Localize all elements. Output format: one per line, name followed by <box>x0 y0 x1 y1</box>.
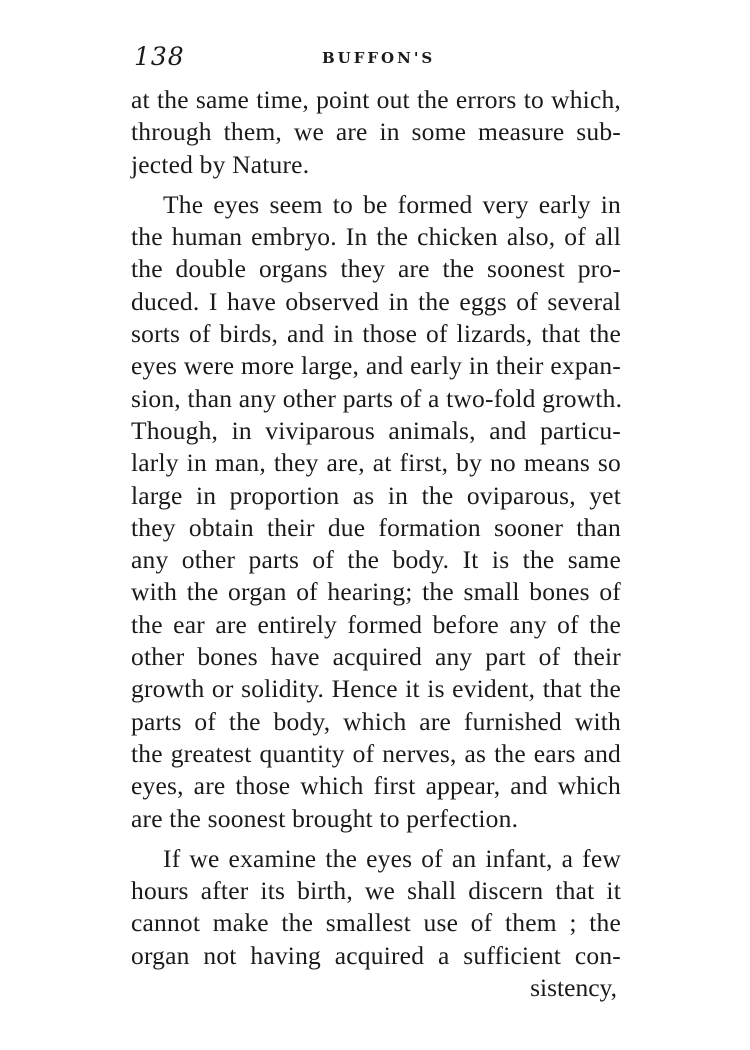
text-line: larly in man, they are, at first, by no means so <box>131 448 621 478</box>
text-line: with the organ of hearing; the small bones of <box>131 577 621 607</box>
paragraph <box>131 84 621 181</box>
text-line: parts of the body, which are furnished with <box>131 706 621 736</box>
text-line: growth or solidity. Hence it is evident, that the <box>131 674 621 704</box>
text-line: the ear are entirely formed before any of the <box>131 609 621 639</box>
text-line: hours after its birth, we shall discern that it <box>131 876 621 906</box>
text-line: other bones have acquired any part of their <box>131 642 621 672</box>
body-text <box>131 84 621 1004</box>
text-line: at the same time, point out the errors to which, <box>131 85 621 114</box>
text-line: any other parts of the body. It is the same <box>131 545 621 575</box>
page-number: 138 <box>134 42 185 71</box>
paragraph <box>131 843 621 972</box>
text-line: they obtain their due formation sooner than <box>131 512 621 542</box>
text-line: sion, than any other parts of a two-fold growth. <box>131 383 623 413</box>
text-line: sorts of birds, and in those of lizards, that the <box>131 319 621 349</box>
text-line: If we examine the eyes of an infant, a few <box>163 843 621 873</box>
running-head <box>134 42 616 82</box>
text-line: the human embryo. In the chicken also, of all <box>131 222 621 252</box>
text-line: the double organs they are the soonest pro- <box>131 254 621 284</box>
text-line: cannot make the smallest use of them ; the <box>131 908 621 938</box>
text-line: jected by Nature. <box>131 149 310 179</box>
text-line: organ not having acquired a sufficient con- <box>131 940 621 970</box>
text-line: duced. I have observed in the eggs of several <box>131 286 621 316</box>
text-line: the greatest quantity of nerves, as the ears and <box>131 738 621 768</box>
text-line: are the soonest brought to perfection. <box>131 803 519 833</box>
text-line: eyes were more large, and early in their expan- <box>131 351 621 381</box>
text-line: through them, we are in some measure sub- <box>131 117 621 147</box>
text-line: eyes, are those which first appear, and which <box>131 771 621 801</box>
text-line: The eyes seem to be formed very early in <box>163 189 621 219</box>
running-title: BUFFON'S <box>322 49 436 67</box>
catchword: sistency, <box>530 973 617 1003</box>
text-line: large in proportion as in the oviparous, yet <box>131 480 621 510</box>
text-line: Though, in viviparous animals, and particu- <box>131 415 621 445</box>
paragraph <box>131 189 621 835</box>
